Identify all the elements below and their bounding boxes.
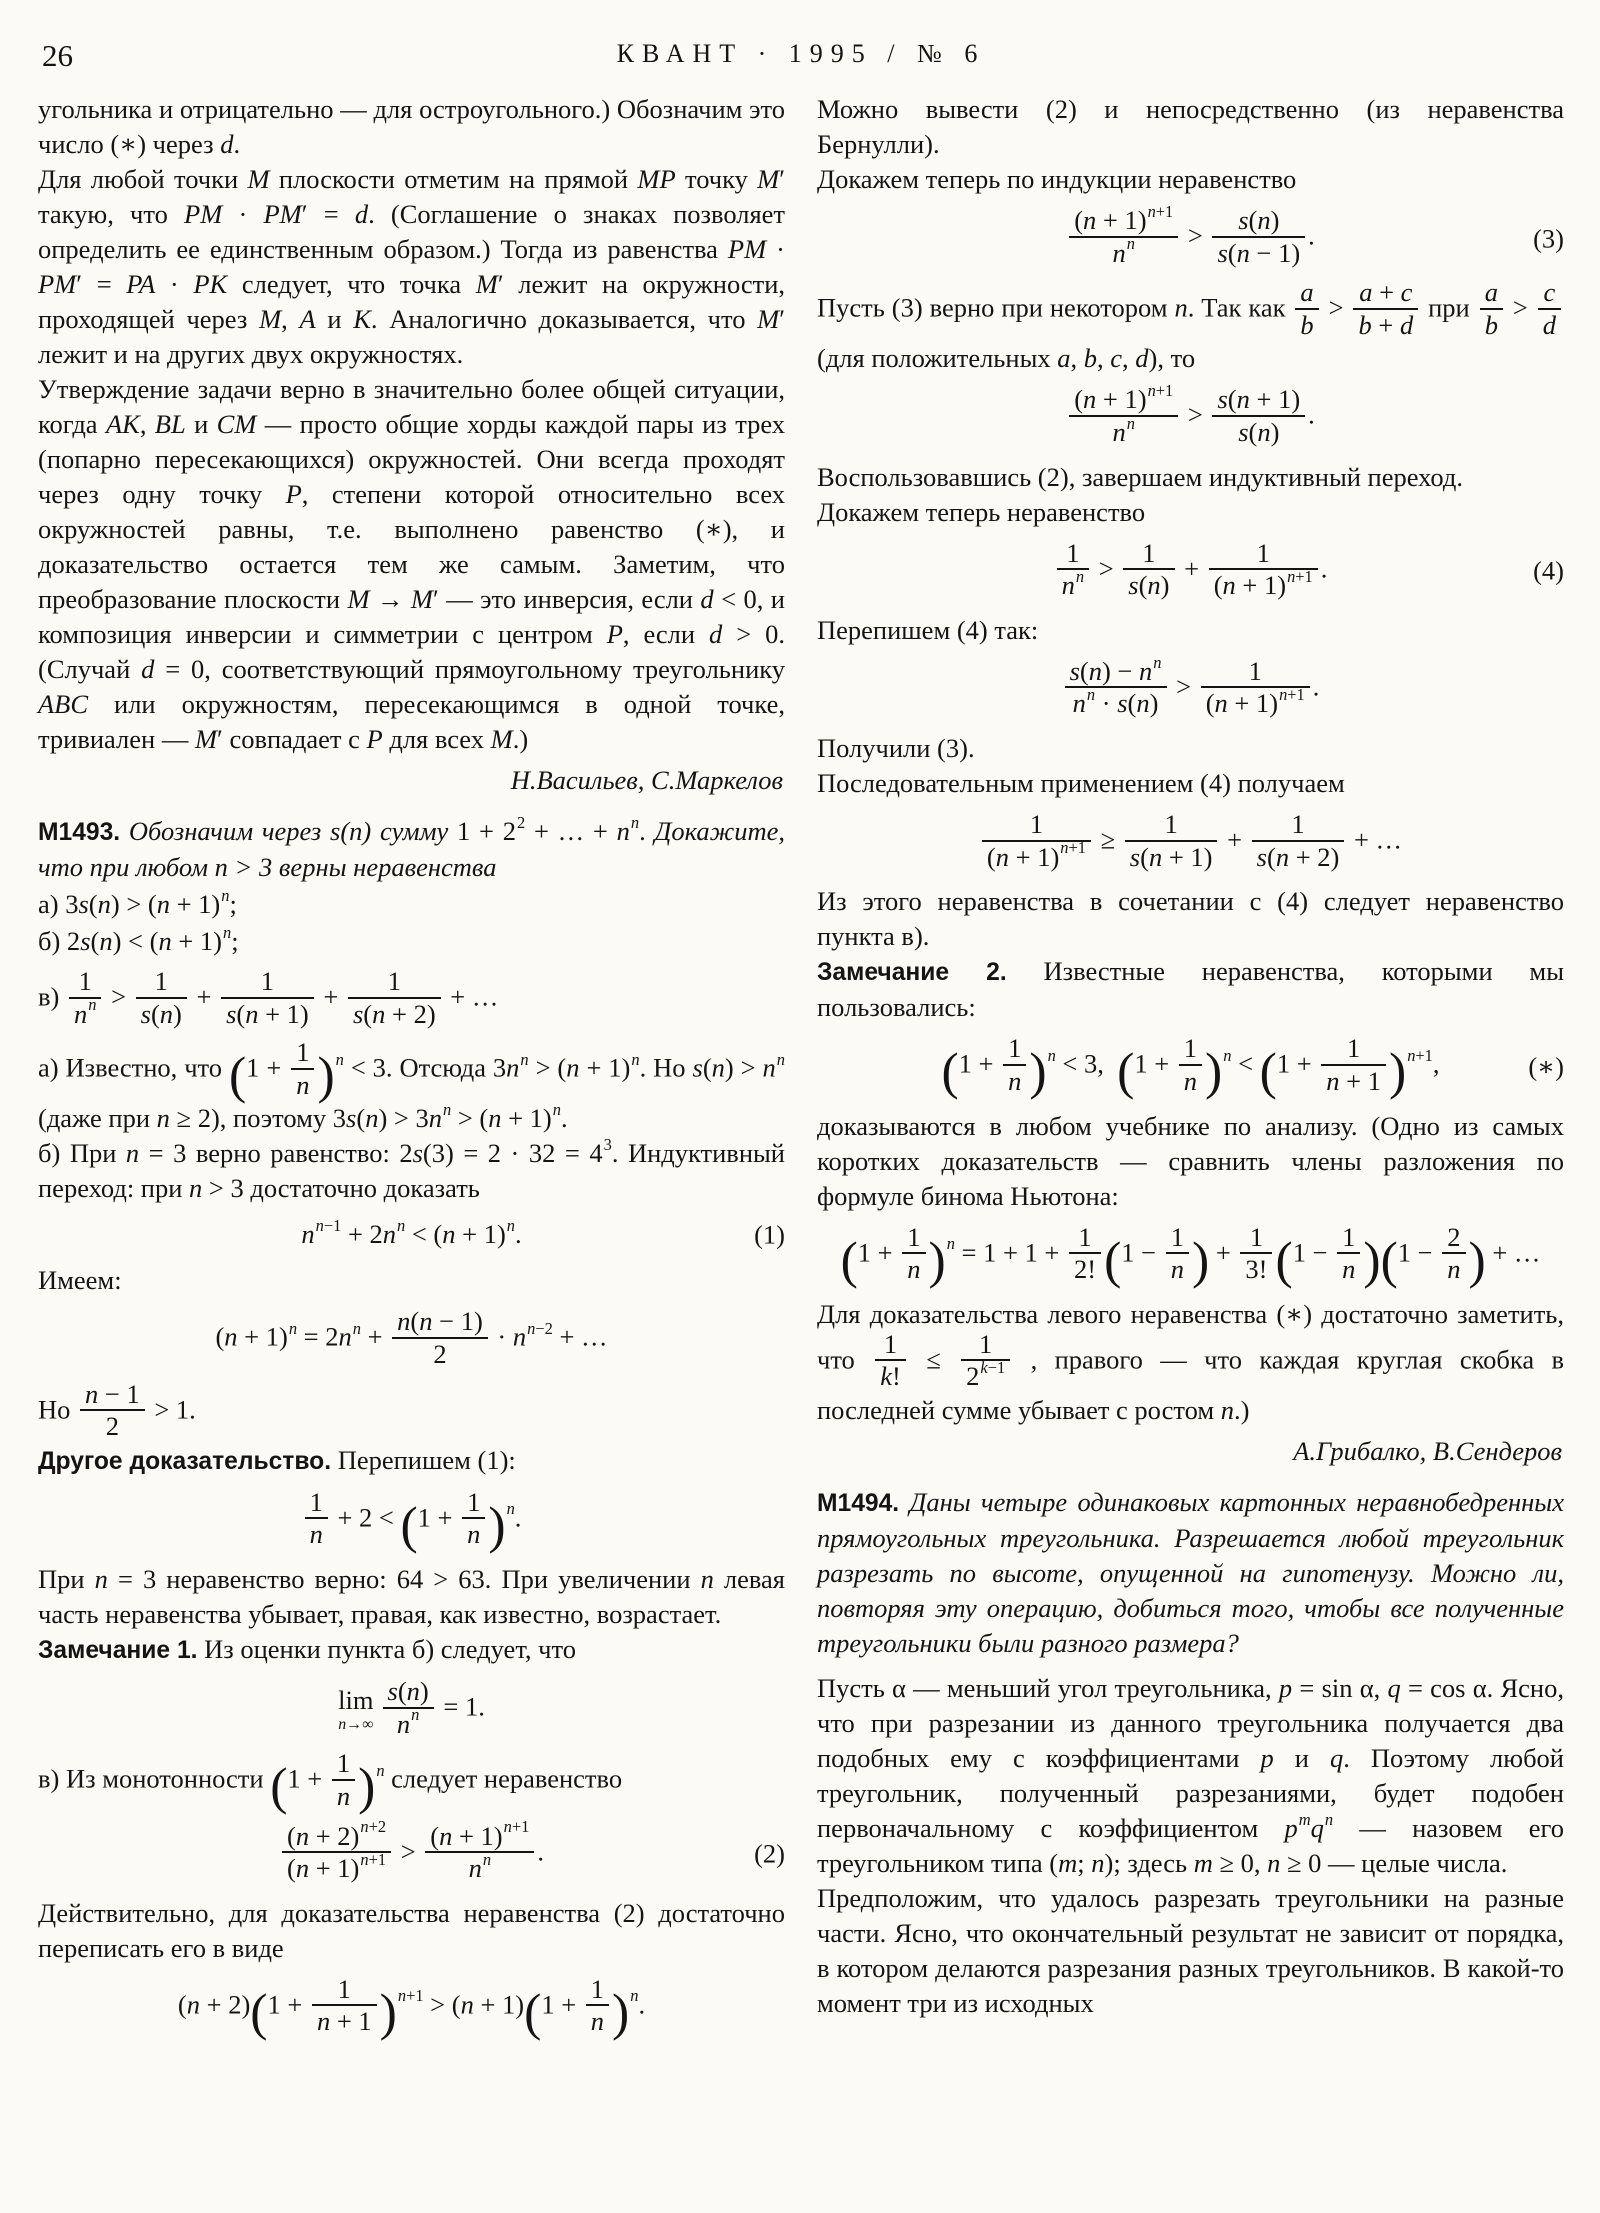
equation-4: $\frac{1}{n^n}$ > $\frac{1}{s(n)}$ + $\frac{1}{(n + 1)^{n+1}}$ . (4) (817, 541, 1564, 602)
paragraph-general-case: Утверждение задачи верно в значительно более общей ситуации, когда AK, BL и CM — просто общие хорды каждой пары из трех (попарно пересекающихся) окружностей. Они всегда проходят через одну точку P, степени которой относительно всех окружностей равны, т.е. выполнено равенство (∗), и доказательство остается тем же самым. Заметим, что преобразование плоскости M → M′ — это инверсия, если d < 0, и композиция инверсии и симметрии с центром P, если d > 0. (Случай d = 0, соответствующий прямоугольному треугольнику ABC или окружностям, пересекающимся в одной точке, тривиален — M′ совпадает с P для всех M.) (38, 374, 786, 754)
rewritten-equation-2: (n + 2)(1 + $\frac{1}{n + 1}$ )$^{n+1}$ > (n + 1)(1 + $\frac{1}{n}$ )$^n$. (177, 1973, 646, 2042)
left-column (38, 92, 785, 2049)
solution-b-start: б) При n = 3 верно равенство: $2s(3) = 2 \cdot 32 = 4^3$. Индуктивный переход: при n > 3 достаточно доказать (38, 1135, 785, 1204)
rewritten-inequality-formula: $\frac{1}{n}$ + 2 < (1 + $\frac{1}{n}$ )$^n$. (38, 1490, 785, 1551)
journal-title: КВАНТ · 1995 / № 6 (616, 39, 986, 68)
paragraph-textbook: доказываются в любом учебнике по анализу. (Одно из самых коротких доказательств — сравнить члены разложения по формуле бинома Ньютона: (817, 1110, 1564, 1211)
rewritten-equation-4: $\frac{s(n) - n^n}{n^n \cdot s(n)}$ > $\frac{1}{(n + 1)^{n+1}}$ . (817, 659, 1564, 720)
text-no-fraction: Но $\frac{n - 1}{2}$ > 1. (38, 1378, 196, 1442)
remark-1: Замечание 1. Из оценки пункта б) следует, что (38, 1634, 576, 1665)
paragraph-mediant: Пусть (3) верно при некотором n. Так как $\frac{a}{b}$ > $\frac{a + c}{b + d}$ при $\frac{a}{b}$ > $\frac{c}{d}$ (для положительных a, b, c, d), то (817, 280, 1564, 376)
paragraph-apply-4: Последовательным применением (4) получаем (817, 768, 1345, 799)
item-v-inequality: в) $\frac{1}{n^n}$ > $\frac{1}{s(n)}$ + $\frac{1}{s(n + 1)}$ + $\frac{1}{s(n + 2)}$ + … (38, 966, 499, 1029)
signature-vasilev-markelov: Н.Васильев, С.Маркелов (510, 765, 783, 795)
paragraph-conclusion-v: Из этого неравенства в сочетании с (4) следует неравенство пункта в). (817, 886, 1564, 952)
equation-1: $n^{n-1} + 2n^n < (n + 1)^n$. (1) (301, 1216, 785, 1250)
remark-2: Замечание 2. Известные неравенства, которыми мы пользовались: (817, 956, 1565, 1023)
solution-m1494-start: Пусть α — меньший угол треугольника, p = sin α, q = cos α. Ясно, что при разрезании из данного треугольника получается два подобных ему с коэффициентами p и q. Поэтому любой треугольник, полученный разрезаниями, будет подобен первоначальному с коэффициентом $p^mq^n$ — назовем его треугольником типа (m; n); здесь m ≥ 0, n ≥ 0 — целые числа. (817, 1672, 1564, 1878)
problem-m1493-statement: М1493. Обозначим через s(n) сумму $1 + 2^2$ + … + $n^n$. Докажите, что при любом n > 3 верны неравенства (38, 812, 786, 882)
two-column-layout (38, 92, 1564, 2049)
paragraph-assume-cut: Предположим, что удалось разрезать треугольники на разные части. Ясно, что окончательный результат не зависит от порядка, в котором делаются разрезания разных треугольников. В какой-то момент три из исходных (817, 1882, 1564, 2018)
solution-a: а) Известно, что (1 + $\frac{1}{n}$ )$^n$ < 3. Отсюда $3n^n > (n + 1)^n$. Но $s(n) > n^n$ (даже при n ≥ 2), поэтому $3s(n) > 3n^n > (n + 1)^n$. (38, 1037, 785, 1134)
paragraph-inversion-point: Для любой точки M плоскости отметим на прямой MP точку M′ такую, что PM · PM′ = d. (Соглашение о знаках позволяет определить ее единственным образом.) Тогда из равенства PM · PM′ = PA · PK следует, что точка M′ лежит на окружности, проходящей через M, A и K. Аналогично доказывается, что M′ лежит и на других двух окружностях. (38, 164, 786, 369)
binomial-expansion-formula: $(n + 1)^n = 2n^n$ + $\frac{n(n - 1)}{2}$ · $n^{n-2}$ + … (215, 1306, 608, 1370)
page-number: 26 (42, 38, 73, 73)
paragraph-n3-check: При n = 3 неравенство верно: 64 > 63. При увеличении n левая часть неравенства убывает, правая, как известно, возрастает. (38, 1564, 785, 1630)
paragraph-rewrite-2: Действительно, для доказательства неравенства (2) достаточно переписать его в виде (38, 1897, 785, 1963)
signature-gribalko-senderov: А.Грибалко, В.Сендеров (1293, 1435, 1562, 1466)
paragraph-left-right-star: Для доказательства левого неравенства (∗) достаточно заметить, что $\frac{1}{k!}$ ≤ $\frac{1}{2^{k-1}}$ , правого — что каждая круглая скобка в последней сумме убывает с ростом n.) (817, 1298, 1565, 1425)
item-a: а) $3s(n) > (n + 1)^n$; (38, 885, 237, 919)
solution-v-start: в) Из монотонности (1 + $\frac{1}{n}$ )$^n$ следует неравенство (38, 1748, 623, 1817)
paragraph-prove-next: Докажем теперь неравенство (817, 496, 1146, 527)
newton-binomial-formula: (1 + $\frac{1}{n}$ )$^n$ = 1 + 1 + $\frac{1}{2!}$ (1 − $\frac{1}{n}$ ) + $\frac{1}{3!}$ (1 − $\frac{1}{n}$ )(1 − $\frac{2}{n}$ ) + … (840, 1221, 1541, 1290)
page-header (38, 22, 1564, 82)
problem-m1494-statement: М1494. Даны четыре одинаковых картонных неравнобедренных прямоугольных треугольника. Разрешается любой треугольник разрезать по высоте, опущенной на гипотенузу. Можно ли, повторяя эту операцию, добиться того, чтобы все полученные треугольники были разного размера? (817, 1486, 1564, 1658)
paragraph-finish-induction: Воспользовавшись (2), завершаем индуктивный переход. (817, 461, 1464, 492)
right-column (817, 92, 1564, 2049)
induction-step-formula: $\frac{(n + 1)^{n+1}}{n^n}$ > $\frac{s(n + 1)}{s(n)}$ . (817, 387, 1564, 448)
limit-formula: lim n→∞ $\frac{s(n)}{n^n}$ = 1. (338, 1676, 485, 1739)
equation-2: $\frac{(n + 2)^{n+2}}{(n + 1)^{n+1}}$ > $\frac{(n + 1)^{n+1}}{n^n}$ . (2) (38, 1824, 785, 1885)
paragraph-continuation: угольника и отрицательно — для остроугольного.) Обозначим это число (∗) через d. (38, 94, 785, 159)
paragraph-rewrite-4: Перепишем (4) так: (817, 614, 1039, 645)
equation-3: $\frac{(n + 1)^{n+1}}{n^n}$ > $\frac{s(n)}{s(n - 1)}$ . (3) (817, 208, 1564, 269)
paragraph-induction-intro: Докажем теперь по индукции неравенство (817, 164, 1297, 194)
text-got-3: Получили (3). (817, 733, 975, 764)
alternative-proof-heading: Другое доказательство. Перепишем (1): (38, 1444, 516, 1475)
item-b: б) $2s(n) < (n + 1)^n$; (38, 922, 239, 956)
text-imeem: Имеем: (38, 1265, 122, 1296)
series-inequality-formula: $\frac{1}{(n + 1)^{n+1}}$ ≥ $\frac{1}{s(n + 1)}$ + $\frac{1}{s(n + 2)}$ + … (817, 812, 1564, 873)
paragraph-bernoulli: Можно вывести (2) и непосредственно (из неравенства Бернулли). (817, 94, 1564, 159)
equation-star: (1 + $\frac{1}{n}$ )$^n$ < 3, (1 + $\frac{1}{n}$ )$^n$ < (1 + $\frac{1}{n + 1}$ )$^{n+1}$, (∗) (941, 1033, 1564, 1102)
